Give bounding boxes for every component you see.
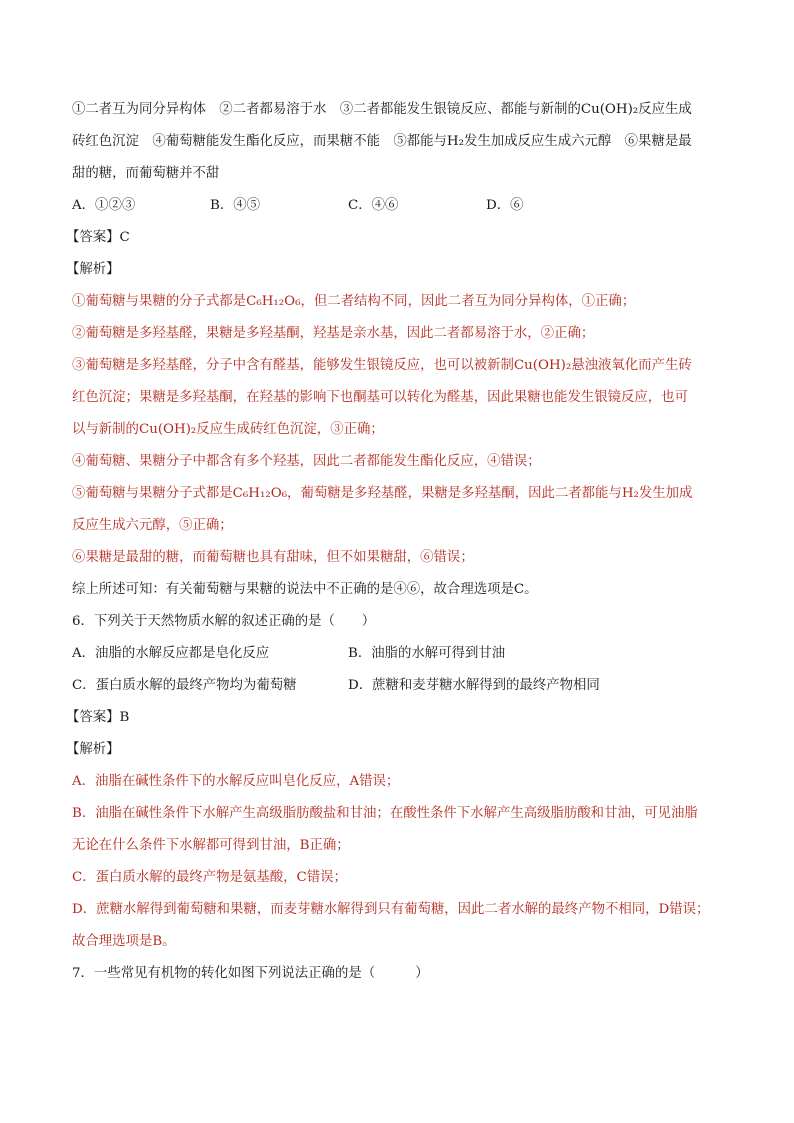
q6-answer: 【答案】B [66,710,130,725]
q6-analysis-label: 【解析】 [66,742,120,757]
q5-analysis-line: 反应生成六元醇，⑤正确； [72,518,233,533]
q5-option-d: D．⑥ [486,198,524,213]
q5-analysis-line: ④葡萄糖、果糖分子中都含有多个羟基，因此二者都能发生酯化反应，④错误； [72,454,541,469]
q5-analysis-line: 红色沉淀；果糖是多羟基酮，在羟基的影响下也酮基可以转化为醛基，因此果糖也能发生银镜反应，也可 [72,390,688,405]
q5-analysis-line: ⑤葡萄糖与果糖分子式都是C₆H₁₂O₆，葡萄糖是多羟基醛，果糖是多羟基酮，因此二者都能与H₂发生加成 [72,486,693,501]
q6-stem: 6．下列关于天然物质水解的叙述正确的是（ ） [72,614,376,629]
q5-analysis-line: 以与新制的Cu(OH)₂反应生成砖红色沉淀，③正确； [72,422,384,437]
q5-answer: 【答案】C [66,230,130,245]
q6-analysis-line: C．蛋白质水解的最终产物是氨基酸，C错误； [72,870,347,885]
q5-stem-line-1: ①二者互为同分异构体 ②二者都易溶于水 ③二者都能发生银镜反应、都能与新制的Cu(OH)₂反应生成 [72,102,692,117]
q6-analysis-line: B．油脂在碱性条件下水解产生高级脂肪酸盐和甘油；在酸性条件下水解产生高级脂肪酸和甘油，可见油脂 [72,806,698,821]
q5-analysis-label: 【解析】 [66,262,120,277]
q6-option-a: A．油脂的水解反应都是皂化反应 [72,646,270,661]
q5-option-b: B．④⑤ [210,198,261,213]
q6-option-b: B．油脂的水解可得到甘油 [348,646,506,661]
q5-analysis-line: ⑥果糖是最甜的糖，而葡萄糖也具有甜味，但不如果糖甜，⑥错误； [72,550,474,565]
q5-option-a: A．①②③ [72,198,136,213]
q5-analysis-line: ③葡萄糖是多羟基醛，分子中含有醛基，能够发生银镜反应，也可以被新制Cu(OH)₂悬浊液氧化而产生砖 [72,358,692,373]
q5-stem-line-3: 甜的糖，而葡萄糖并不甜 [72,166,220,181]
q6-analysis-line: 无论在什么条件下水解都可得到甘油，B正确； [72,838,350,853]
q5-stem-line-2: 砖红色沉淀 ④葡萄糖能发生酯化反应，而果糖不能 ⑤都能与H₂发生加成反应生成六元醇 ⑥果糖是最 [72,134,692,149]
q7-stem: 7．一些常见有机物的转化如图下列说法正确的是（ ） [72,966,429,981]
q6-option-c: C．蛋白质水解的最终产物均为葡萄糖 [72,678,297,693]
q6-analysis-line: D．蔗糖水解得到葡萄糖和果糖，而麦芽糖水解得到只有葡萄糖，因此二者水解的最终产物不相同，D错误； [72,902,710,917]
q5-conclusion: 综上所述可知：有关葡萄糖与果糖的说法中不正确的是④⑥，故合理选项是C。 [72,582,538,597]
q5-analysis-line: ①葡萄糖与果糖的分子式都是C₆H₁₂O₆，但二者结构不同，因此二者互为同分异构体，①正确； [72,294,636,309]
q6-analysis-line: A．油脂在碱性条件下的水解反应叫皂化反应，A错误； [72,774,400,789]
q6-analysis-line: 故合理选项是B。 [72,934,176,949]
q5-analysis-line: ②葡萄糖是多羟基醛，果糖是多羟基酮，羟基是亲水基，因此二者都易溶于水，②正确； [72,326,595,341]
q5-option-c: C．④⑥ [348,198,399,213]
q6-option-d: D．蔗糖和麦芽糖水解得到的最终产物相同 [348,678,600,693]
